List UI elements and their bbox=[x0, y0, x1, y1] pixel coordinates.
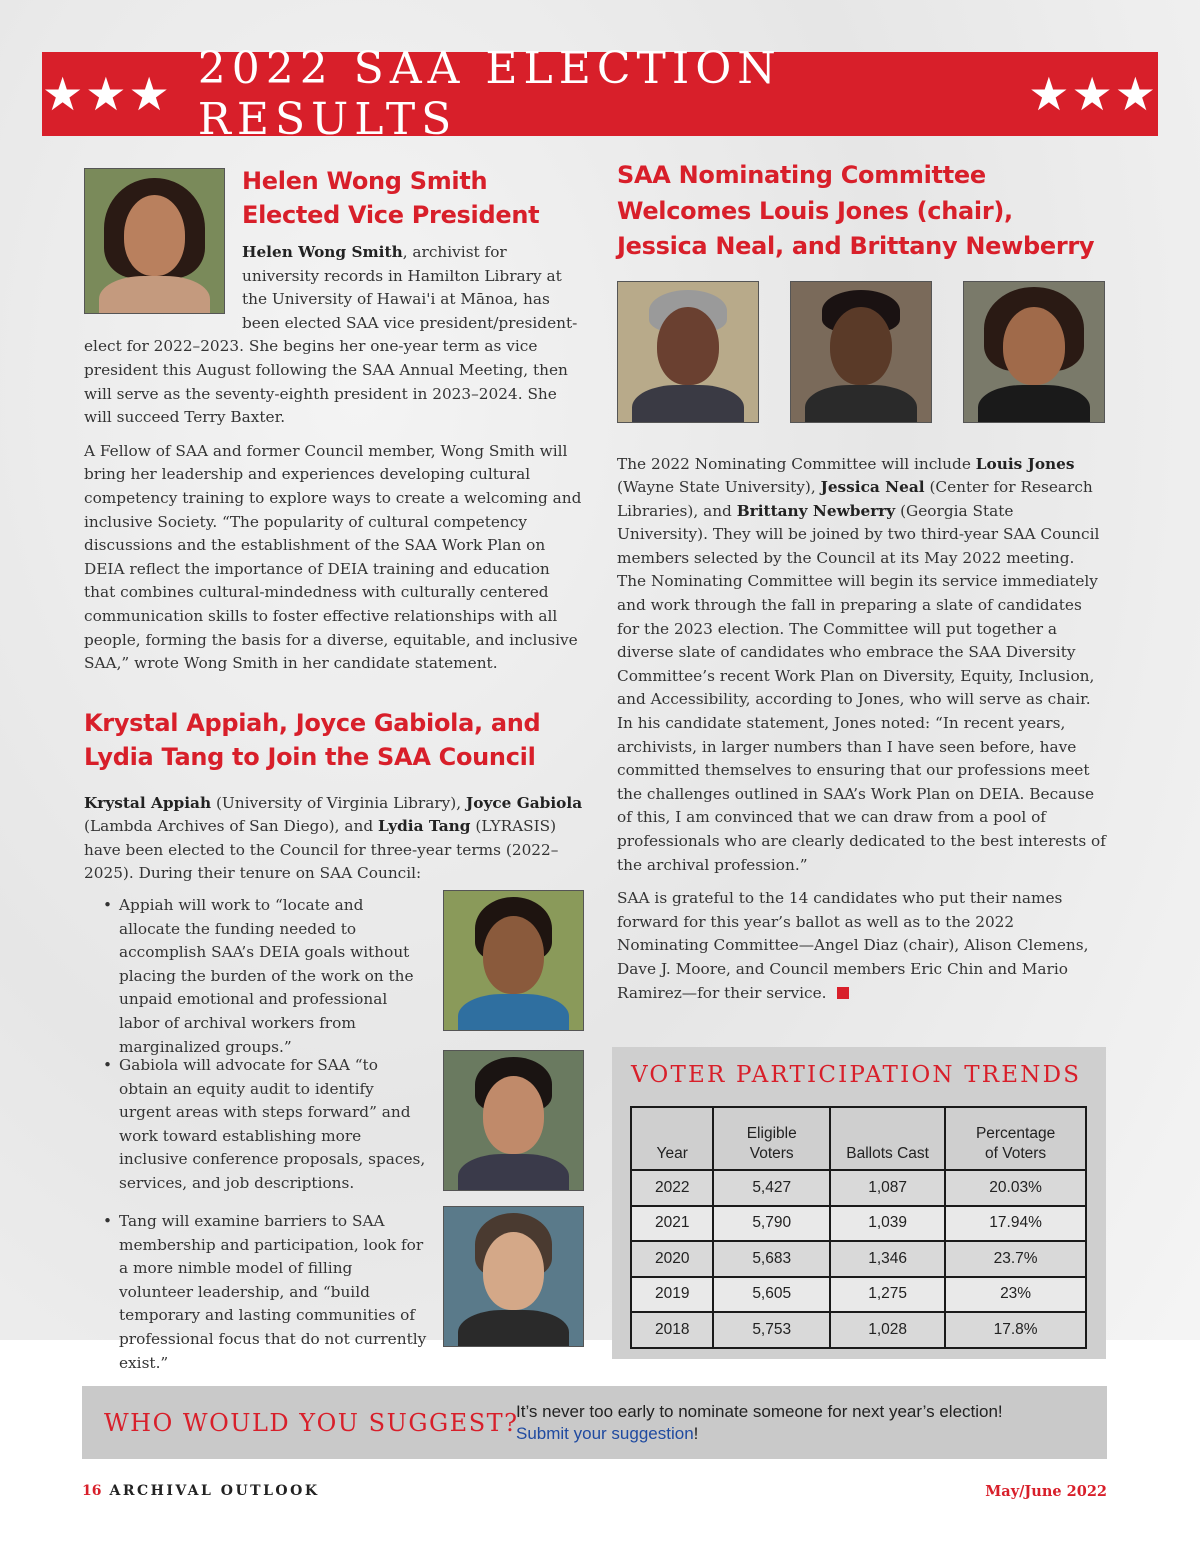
table-row bbox=[631, 1170, 1086, 1206]
right-column bbox=[617, 158, 1107, 1015]
left-column bbox=[84, 164, 584, 1372]
nominating-p1-text-2: (Wayne State University), bbox=[617, 478, 821, 497]
cell-ballots: 1,275 bbox=[830, 1277, 945, 1313]
bullet-appiah bbox=[84, 894, 584, 1054]
nominating-paragraph-2 bbox=[617, 887, 1107, 1005]
bullet-appiah-text: Appiah will work to “locate and allocate the funding needed to accomplish SAA’s DEIA goals without placing the burden of the work on the unpaid emotional and professional labor of archival workers from marginalized groups.” bbox=[119, 896, 414, 1056]
cell-eligible: 5,683 bbox=[713, 1241, 830, 1277]
suggest-line-1: It’s never too early to nominate someone for next year’s election! bbox=[516, 1401, 1003, 1421]
council-headline: Krystal Appiah, Joyce Gabiola, and Lydia Tang to Join the SAA Council bbox=[84, 708, 541, 771]
table-row bbox=[631, 1277, 1086, 1313]
cell-ballots: 1,039 bbox=[830, 1206, 945, 1242]
issue-date: May/June 2022 bbox=[985, 1483, 1107, 1500]
table-row bbox=[631, 1206, 1086, 1242]
column-header-year: Year bbox=[631, 1107, 713, 1170]
submit-suggestion-link[interactable]: Submit your suggestion bbox=[516, 1423, 694, 1443]
lydia-tang-photo bbox=[443, 1206, 584, 1347]
cell-year: 2018 bbox=[631, 1312, 713, 1348]
cell-year: 2022 bbox=[631, 1170, 713, 1206]
nominating-headline: SAA Nominating Committee Welcomes Louis Jones (chair), Jessica Neal, and Brittany Newberry bbox=[617, 161, 1095, 260]
cell-percentage: 17.94% bbox=[945, 1206, 1086, 1242]
krystal-appiah-photo bbox=[443, 890, 584, 1031]
cell-percentage: 23.7% bbox=[945, 1241, 1086, 1277]
bullet-tang bbox=[84, 1210, 584, 1372]
table-row bbox=[631, 1312, 1086, 1348]
page-number: 16 bbox=[82, 1483, 102, 1499]
cell-ballots: 1,346 bbox=[830, 1241, 945, 1277]
cell-percentage: 20.03% bbox=[945, 1170, 1086, 1206]
percentage-label: Percentage of Voters bbox=[975, 1125, 1056, 1162]
bullet-gabiola bbox=[84, 1054, 584, 1210]
cell-eligible: 5,753 bbox=[713, 1312, 830, 1348]
brittany-newberry-name: Brittany Newberry bbox=[736, 501, 896, 520]
cell-ballots: 1,087 bbox=[830, 1170, 945, 1206]
suggest-callout bbox=[82, 1386, 1107, 1459]
cell-eligible: 5,605 bbox=[713, 1277, 830, 1313]
cell-eligible: 5,427 bbox=[713, 1170, 830, 1206]
column-header-eligible-voters bbox=[713, 1107, 830, 1170]
suggest-title: WHO WOULD YOU SUGGEST? bbox=[104, 1408, 519, 1437]
council-intro-text-3: (LYRASIS) have been elected to the Council for three-year terms (2022–2025). During their tenure on SAA Council: bbox=[84, 817, 559, 883]
suggest-line-2 bbox=[516, 1423, 1003, 1445]
voter-table-title: VOTER PARTICIPATION TRENDS bbox=[631, 1062, 1082, 1088]
brittany-newberry-photo bbox=[963, 281, 1105, 423]
joyce-gabiola-photo bbox=[443, 1050, 584, 1191]
vp-name: Helen Wong Smith bbox=[242, 243, 403, 261]
helen-wong-smith-photo bbox=[84, 168, 225, 314]
jessica-neal-photo bbox=[790, 281, 932, 423]
cell-year: 2020 bbox=[631, 1241, 713, 1277]
louis-jones-photo bbox=[617, 281, 759, 423]
nominating-p1-text-1: The 2022 Nominating Committee will include bbox=[617, 454, 976, 473]
table-row bbox=[631, 1241, 1086, 1277]
voter-participation-box bbox=[612, 1047, 1106, 1359]
nominating-p1-text-3: (Center for Research Libraries), and bbox=[617, 478, 1093, 520]
stars-left-icon: ★★★ bbox=[42, 67, 172, 121]
jessica-neal-name: Jessica Neal bbox=[820, 478, 925, 497]
end-mark-icon bbox=[837, 987, 849, 999]
gabiola-name: Joyce Gabiola bbox=[466, 793, 583, 812]
cell-percentage: 17.8% bbox=[945, 1312, 1086, 1348]
nominating-p1-text-4: (Georgia State University). They will be joined by two third-year SAA Council members selected by the Council at its May 2022 meeting. The Nominating Committee will begin its service immediately and work through the fall in preparing a slate of candidates for the 2023 election. The Committee will put together a diverse slate of candidates who embrace the SAA Diversity Committee’s recent Work Plan on Diversity, Equity, Inclusion, and Accessibility, according to Jones, who will serve as chair. In his candidate statement, Jones noted: “In recent years, archivists, in larger numbers than I have seen before, have committed themselves to ensuring that our professions meet the challenges outlined in SAA’s Work Plan on DEIA. Because of this, I am convinced that we can draw from a pool of professionals who are clearly dedicated to the best interests of the archival profession.” bbox=[617, 501, 1106, 874]
nominating-photos bbox=[617, 281, 1107, 423]
council-intro bbox=[84, 792, 584, 886]
table-header-row bbox=[631, 1107, 1086, 1170]
bullet-gabiola-text: Gabiola will advocate for SAA “to obtain an equity audit to identify urgent areas with steps forward” and work toward establishing more inclusive conference proposals, spaces, services, and job descriptions. bbox=[119, 1056, 426, 1193]
tang-name: Lydia Tang bbox=[377, 817, 471, 836]
column-header-percentage bbox=[945, 1107, 1086, 1170]
appiah-name: Krystal Appiah bbox=[84, 793, 212, 812]
suggest-exclamation: ! bbox=[693, 1423, 699, 1443]
suggest-text bbox=[516, 1401, 1003, 1445]
cell-ballots: 1,028 bbox=[830, 1312, 945, 1348]
banner-title: 2022 SAA ELECTION RESULTS bbox=[197, 43, 782, 145]
column-header-ballots-cast: Ballots Cast bbox=[830, 1107, 945, 1170]
nominating-p2-text: SAA is grateful to the 14 candidates who put their names forward for this year’s ballot as well as to the 2022 Nominating Committee—Angel Diaz (chair), Alison Clemens, Dave J. Moore, and Council members Eric Chin and Mario Ramirez—for their service. bbox=[617, 889, 1089, 1002]
council-intro-text-2: (Lambda Archives of San Diego), and bbox=[84, 817, 378, 836]
cell-year: 2021 bbox=[631, 1206, 713, 1242]
eligible-voters-label: Eligible Voters bbox=[746, 1125, 797, 1162]
vp-paragraph-2: A Fellow of SAA and former Council member, Wong Smith will bring her leadership and experiences developing cultural competency training to explore ways to create a welcoming and inclusive Society. “The popularity of cultural competency discussions and the establishment of the SAA Work Plan on DEIA reflect the importance of DEIA training and education that combines cultural-mindedness with culturally centered communication skills to foster effective relationships with all people, forming the basis for a diverse, equitable, and inclusive SAA,” wrote Wong Smith in her candidate statement. bbox=[84, 441, 582, 673]
voter-participation-table bbox=[630, 1106, 1087, 1349]
publication-name: ARCHIVAL OUTLOOK bbox=[109, 1483, 320, 1499]
stars-right-icon: ★★★ bbox=[1028, 67, 1158, 121]
election-results-banner bbox=[42, 43, 1158, 145]
council-bullet-list bbox=[84, 894, 584, 1372]
cell-year: 2019 bbox=[631, 1277, 713, 1313]
louis-jones-name: Louis Jones bbox=[975, 454, 1075, 473]
vp-paragraph-1-text: , archivist for university records in Hamilton Library at the University of Hawai'i at Mānoa, has been elected SAA vice president/president-elect for 2022–2023. She begins her one-year term as vice president this August following the SAA Annual Meeting, then will serve as the seventy-eighth president in 2023–2024. She will succeed Terry Baxter. bbox=[84, 243, 578, 427]
council-intro-text-1: (University of Virginia Library), bbox=[211, 793, 466, 812]
nominating-paragraph-1 bbox=[617, 453, 1107, 878]
cell-eligible: 5,790 bbox=[713, 1206, 830, 1242]
bullet-tang-text: Tang will examine barriers to SAA membership and participation, look for a more nimble model of filling volunteer leadership, and “build temporary and lasting communities of professional focus that do not currently exist.” bbox=[119, 1212, 427, 1372]
vp-headline: Helen Wong Smith Elected Vice President bbox=[242, 167, 540, 229]
cell-percentage: 23% bbox=[945, 1277, 1086, 1313]
footer-left bbox=[82, 1483, 319, 1499]
